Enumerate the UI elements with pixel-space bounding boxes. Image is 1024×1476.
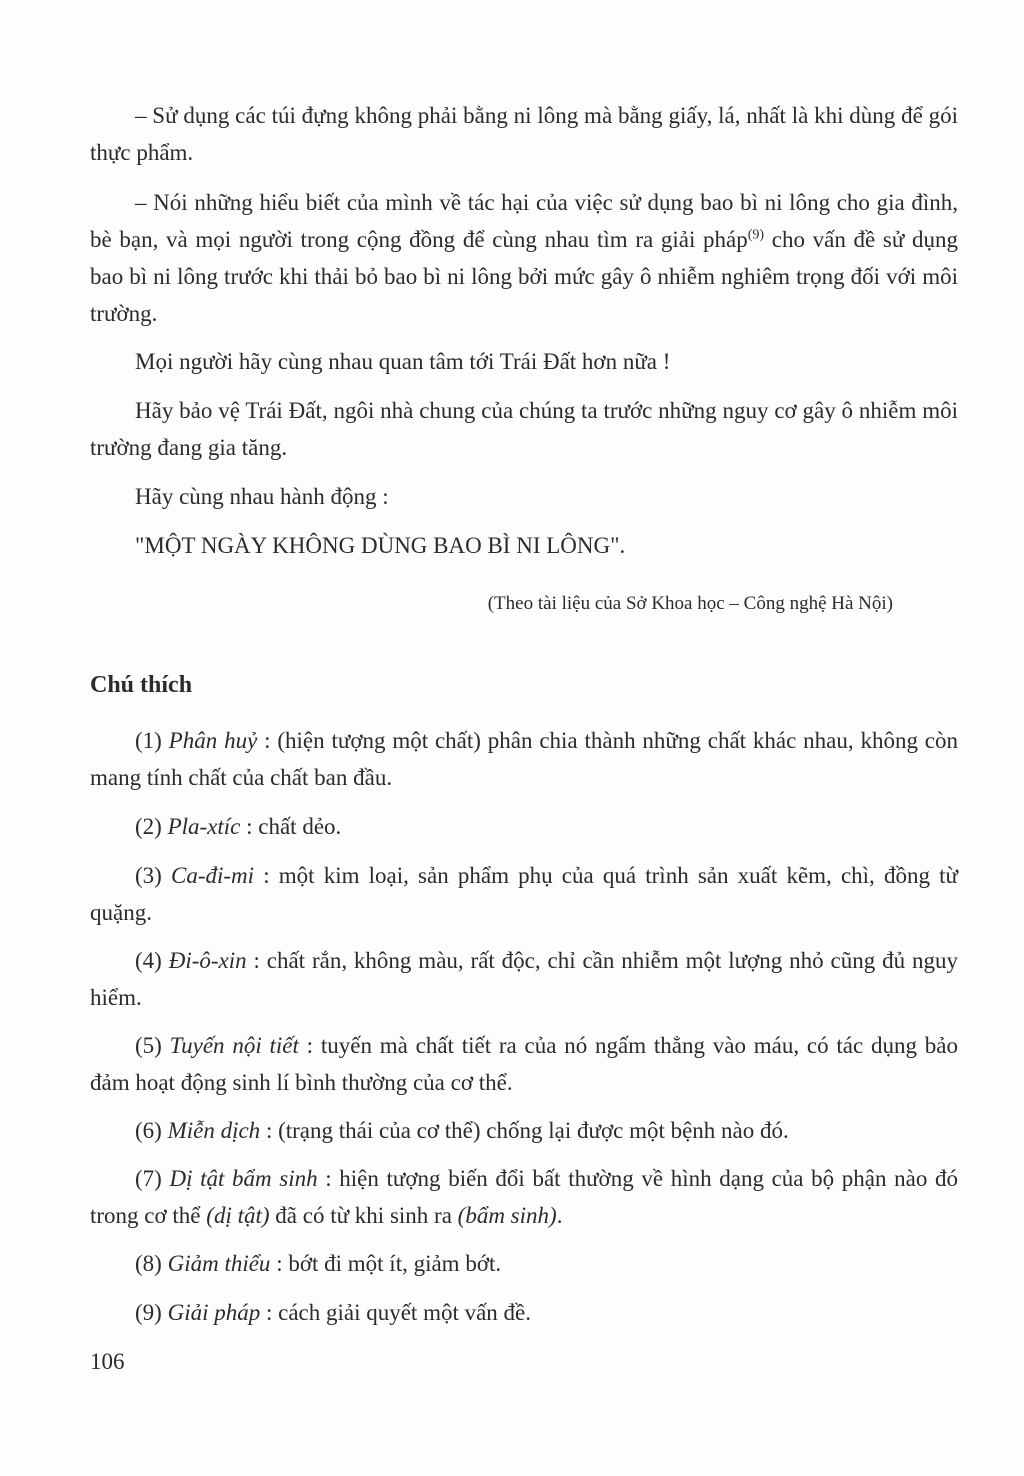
- note-number: (2): [135, 814, 168, 839]
- note-separator: :: [298, 1033, 321, 1058]
- note-term: Pla-xtíc: [167, 814, 241, 839]
- paragraph-share-knowledge-tail: cho vấn đề sử dụng bao bì ni lông trước khi thải bỏ bao bì ni lông bởi mức gây ô nhiễm nghiêm trọng đối với môi trường.: [90, 227, 958, 326]
- note-definition: một kim loại, sản phẩm phụ của quá trình sản xuất kẽm, chì, đồng từ quặng.: [90, 863, 958, 925]
- note-term: Dị tật bẩm sinh: [169, 1166, 318, 1191]
- source-citation: (Theo tài liệu của Sở Khoa học – Công nghệ Hà Nội): [487, 593, 893, 614]
- notes-heading: Chú thích: [90, 672, 193, 698]
- note-separator: :: [260, 1300, 279, 1325]
- note-term: Đi-ô-xin: [168, 948, 247, 973]
- note-item-7: [90, 1160, 958, 1234]
- note-number: (1): [135, 728, 169, 753]
- note-definition: bớt đi một ít, giảm bớt.: [288, 1251, 502, 1276]
- note-inline-term: (dị tật): [206, 1203, 270, 1228]
- note-number: (7): [135, 1166, 170, 1191]
- note-number: (3): [135, 863, 171, 888]
- paragraph-protect-earth: Hãy bảo vệ Trái Đất, ngôi nhà chung của chúng ta trước những nguy cơ gây ô nhiễm môi trường đang gia tăng.: [90, 398, 958, 460]
- paragraph-care-earth: Mọi người hãy cùng nhau quan tâm tới Trái Đất hơn nữa !: [135, 349, 671, 374]
- note-separator: :: [240, 814, 259, 839]
- note-definition: cách giải quyết một vấn đề.: [278, 1300, 532, 1325]
- note-definition: .: [556, 1203, 563, 1228]
- note-item-2: [90, 808, 958, 845]
- note-separator: :: [317, 1166, 340, 1191]
- note-item-6: [90, 1112, 958, 1149]
- note-item-4: [90, 942, 958, 1016]
- note-number: (6): [135, 1118, 168, 1143]
- note-inline-term: (bẩm sinh): [457, 1203, 557, 1228]
- note-separator: :: [257, 728, 278, 753]
- paragraph-share-knowledge: [90, 184, 958, 332]
- note-definition: hiện tượng biến đổi bất thường về hình dạng của bộ phận nào đó trong cơ thể: [90, 1166, 958, 1228]
- note-definition: (hiện tượng một chất) phân chia thành những chất khác nhau, không còn mang tính chất của chất ban đầu.: [90, 728, 959, 790]
- note-definition: (trạng thái của cơ thể) chống lại được một bệnh nào đó.: [278, 1118, 789, 1143]
- note-separator: :: [270, 1251, 289, 1276]
- paragraph-act-together: Hãy cùng nhau hành động :: [135, 484, 389, 509]
- note-item-3: [90, 857, 958, 931]
- note-term: Phân huỷ: [168, 728, 258, 753]
- note-separator: :: [254, 863, 279, 888]
- paragraph-paper-bags: – Sử dụng các túi đựng không phải bằng ni lông mà bằng giấy, lá, nhất là khi dùng để gói thực phẩm.: [90, 103, 958, 165]
- note-number: (4): [135, 948, 169, 973]
- note-term: Giảm thiểu: [167, 1251, 271, 1276]
- note-item-5: [90, 1027, 958, 1101]
- note-item-9: [90, 1294, 958, 1331]
- page-number: 106: [90, 1349, 125, 1374]
- note-term: Miễn dịch: [167, 1118, 261, 1143]
- note-number: (9): [135, 1300, 168, 1325]
- paragraph-share-knowledge-text: – Nói những hiểu biết của mình về tác hại của việc sử dụng bao bì ni lông cho gia đình, bè bạn, và mọi người trong cộng đồng để cùng nhau tìm ra giải pháp: [90, 190, 958, 252]
- note-term: Ca-đi-mi: [170, 863, 255, 888]
- footnote-ref-9: (9): [747, 227, 765, 243]
- slogan: "MỘT NGÀY KHÔNG DÙNG BAO BÌ NI LÔNG".: [135, 533, 626, 558]
- note-definition: chất rắn, không màu, rất độc, chỉ cần nhiễm một lượng nhỏ cũng đủ nguy hiểm.: [90, 948, 958, 1010]
- note-number: (5): [135, 1033, 170, 1058]
- note-separator: :: [260, 1118, 279, 1143]
- note-item-1: [90, 722, 958, 796]
- note-definition: tuyến mà chất tiết ra của nó ngấm thẳng vào máu, có tác dụng bảo đảm hoạt động sinh lí bình thường của cơ thể.: [90, 1033, 958, 1095]
- note-term: Giải pháp: [167, 1300, 261, 1325]
- note-item-8: [90, 1245, 958, 1282]
- note-term: Tuyến nội tiết: [169, 1033, 299, 1058]
- note-separator: :: [246, 948, 267, 973]
- note-definition: đã có từ khi sinh ra: [269, 1203, 458, 1228]
- note-definition: chất dẻo.: [258, 814, 342, 839]
- note-number: (8): [135, 1251, 168, 1276]
